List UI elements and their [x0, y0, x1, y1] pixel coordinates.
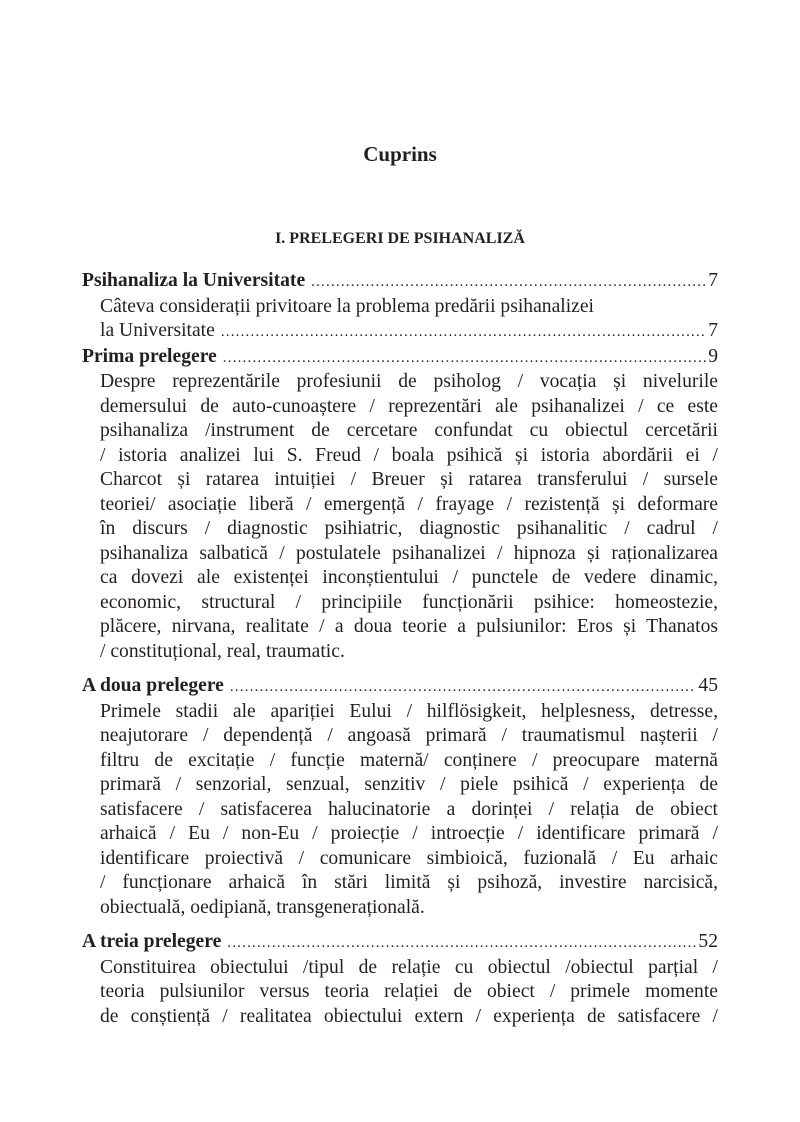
description-line: în discurs / diagnostic psihiatric, diagnostic psihanalitic / cadrul / [100, 518, 718, 539]
description-line: filtru de excitație / funcție maternă/ conținere / preocupare maternă [100, 749, 718, 771]
description-line: demersului de auto-cunoaștere / reprezentări ale psihanalizei / ce este [100, 395, 718, 417]
toc-entry-prima-prelegere [82, 345, 718, 665]
description-line: / istoria analizei lui S. Freud / boala psihică și istoria abordării ei / [100, 444, 718, 466]
dot-leader [230, 675, 697, 700]
dot-leader [221, 320, 706, 345]
description-line: de conștiență / realitatea obiectului extern / experiența de satisfacere / [100, 1005, 718, 1027]
toc-page-number: 9 [708, 345, 718, 367]
toc-entry-title: A doua prelegere [82, 675, 224, 696]
toc-subentry-line: la Universitate [100, 320, 215, 341]
toc-entry-a-doua-prelegere [82, 674, 718, 920]
description-line: economic, structural / principiile funcționării psihice: homeostezie, [100, 591, 718, 613]
toc-subentry-line: Câteva considerații privitoare la problema predării psihanalizei [100, 295, 594, 317]
page-title: Cuprins [363, 142, 437, 166]
description-line: teoria pulsiunilor versus teoria relației de obiect / primele momente [100, 981, 718, 1002]
toc-page-number: 45 [698, 675, 718, 696]
toc-entry-description [82, 956, 718, 1030]
description-line: / constituțional, real, traumatic. [100, 640, 345, 662]
toc-entry-heading[interactable] [82, 930, 718, 956]
description-line: ca dovezi ale existenței inconștientului / punctele de vedere dinamic, [100, 567, 718, 588]
description-line: identificare proiectivă / comunicare simbioică, fuzională / Eu arhaic [100, 847, 718, 869]
toc-entry-title: A treia prelegere [82, 931, 222, 952]
toc-entry-title: Psihanaliza la Universitate [82, 270, 306, 291]
toc-entry-description [82, 370, 718, 664]
toc-page-number: 7 [708, 320, 718, 341]
description-line: primară / senzorial, senzual, senzitiv / piele psihică / experiența de [100, 774, 718, 795]
description-line: Charcot și ratarea intuiției / Breuer și ratarea transferului / sursele [100, 469, 718, 490]
toc-entry-heading[interactable] [82, 345, 718, 371]
toc-entry-description [82, 700, 718, 921]
description-line: neajutorare / dependență / angoasă primară / traumatismul nașterii / [100, 725, 718, 746]
toc-entry-psihanaliza-la-universitate [82, 269, 718, 345]
toc-entry-heading[interactable] [82, 269, 718, 295]
toc-entry-heading[interactable] [82, 674, 718, 700]
description-line: / funcționare arhaică în stări limită și psihoză, investire narcisică, [100, 872, 718, 893]
description-line: psihanaliza /instrument de cercetare confundat cu obiectul cercetării [100, 420, 718, 441]
description-line: satisfacere / satisfacerea halucinatorie a dorinței / relația de obiect [100, 798, 718, 820]
toc-subentry[interactable] [82, 295, 718, 345]
dot-leader [311, 270, 706, 295]
description-line: plăcere, nirvana, realitate / a doua teorie a pulsiunilor: Eros și Thanatos [100, 616, 718, 637]
description-line: arhaică / Eu / non-Eu / proiecție / introecție / identificare primară / [100, 823, 718, 844]
toc-page-number: 52 [698, 931, 718, 952]
table-of-contents [82, 269, 718, 1029]
description-line: Primele stadii ale apariției Eului / hilflösigkeit, helplesness, detresse, [100, 700, 718, 722]
description-line: teoriei/ asociație liberă / emergență / frayage / rezistență și deformare [100, 493, 718, 515]
description-line: psihanaliza salbatică / postulatele psihanalizei / hipnoza și raționalizarea [100, 542, 718, 564]
dot-leader [227, 931, 696, 956]
description-line: Constituirea obiectului /tipul de relație cu obiectul /obiectul parțial / [100, 956, 718, 978]
description-line: Despre reprezentările profesiunii de psiholog / vocația și nivelurile [100, 371, 718, 392]
toc-entry-a-treia-prelegere [82, 930, 718, 1029]
section-heading: I. PRELEGERI DE PSIHANALIZĂ [275, 230, 525, 247]
description-line: obiectuală, oedipiană, transgenerațională. [100, 896, 425, 918]
toc-entry-title: Prima prelegere [82, 345, 217, 367]
dot-leader [223, 346, 706, 371]
toc-page-number: 7 [708, 270, 718, 291]
